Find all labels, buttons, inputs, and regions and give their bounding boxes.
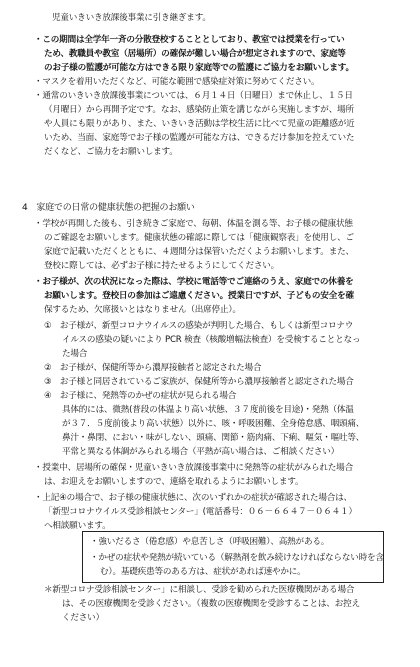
- text-line: た場合: [62, 349, 88, 359]
- text-line: が３７．５度前後より高い状態）以外に、咳・呼吸困難、全身倦怠感、咽頭痛、: [62, 419, 365, 429]
- text-line: 具体的には、微熱(普段の体温より高い状態、３７度前後を目途)・発熱（体温: [62, 405, 354, 415]
- text-line: ③ お子様と同居されているご家族が、保健所等から濃厚接触者と認定された場合: [44, 377, 354, 387]
- text-line: 鼻汁・鼻閉、におい・味がしない、頭痛、関節・筋肉痛、下痢、嘔気・嘔吐等、: [62, 433, 365, 443]
- text-line: ・お子様が、次の状況になった際は、学校に電話等でご連絡のうえ、家庭での休養を: [34, 277, 354, 287]
- text-line: 家庭で記載いただくとともに、４週間分は保管いただくようお願いします。また、: [44, 247, 354, 257]
- text-line: ・この期間は全学年一斉の分散登校することとしており、教室では授業を行ってい: [34, 35, 345, 45]
- text-line: ② お子様が、保健所等から濃厚接触者と認定された場合: [44, 363, 262, 373]
- text-line: は、その医療機関を受診ください。（複数の医療機関を受診することは、お控え: [62, 599, 360, 609]
- text-line: ・通常のいきいき放課後事業については、６月１４日（日曜日）まで休止し、１５日: [34, 91, 353, 101]
- text-line: 児童いきいき放課後事業に引き継ぎます。: [52, 13, 211, 23]
- text-line: ① お子様が、新型コロナウイルスの感染が判明した場合、もしくは新型コロナウ: [44, 321, 354, 331]
- text-line: イルスの感染の疑いにより PCR 検査（核酸増幅法検査）を受検することとなっ: [62, 335, 361, 345]
- text-line: へ相談願います。: [44, 521, 111, 531]
- text-line: のご確認をお願いします。健康状態の確認に際しては「健康観察表」を使用し、ご: [44, 233, 354, 243]
- text-line: ため、教職員や教室（居場所）の確保が難しい場合が想定されますので、家庭等: [44, 49, 346, 59]
- text-line: のお子様の監護が可能な方はできる限り家庭等での監護にご協力をお願いします。: [44, 63, 354, 73]
- text-line: 登校に際しては、必ずお子様に持たせるようにしてください。: [44, 261, 280, 271]
- text-line: ・上記④の場合で、お子様の健康状態に、次のいずれかの症状が確認された場合は、: [34, 493, 352, 503]
- text-line: （月曜日）から再開予定です。なお、感染防止策を講じながら実施しますが、場所: [44, 105, 354, 115]
- text-line: ください）: [62, 613, 104, 623]
- text-line: いため、当面、家庭等でお子様の監護が可能な方は、できるだけ参加を控えていた: [44, 133, 355, 143]
- text-line: 4 家庭での日常の健康状態の把握のお願い: [22, 203, 195, 213]
- text-line: ④ お子様に、発熱等のかぜの症状が見られる場合: [44, 391, 237, 401]
- text-line: や人員にも限りがあり、また、いきいき活動は学校生活に比べて児童の距離感が近: [44, 119, 355, 129]
- text-line: 「新型コロナウイルス受診相談センター」(電話番号：０６－６６４７－０６４１）: [44, 507, 357, 517]
- text-line: ・かぜの症状や発熱が続いている（解熱剤を飲み続けなければならない時を含: [90, 553, 384, 563]
- text-line: ＊新型コロナ受診相談センター」に相談し、受診を勧められた医療機関がある場合: [44, 585, 355, 595]
- text-line: ・強いだるさ（倦怠感）や息苦しさ（呼吸困難）、高熱がある。: [90, 537, 330, 547]
- text-line: お願いします。登校日の参加はご遠慮ください。授業日ですが、子どもの安全を確: [44, 291, 354, 301]
- text-line: は、お迎えをお願いしますので、連絡を取れるようにお願いします。: [44, 477, 304, 487]
- text-line: ・授業中、居場所の確保・児童いきいき放課後事業中に発熱等の症状がみられた場合: [34, 463, 353, 473]
- text-line: 平常と異なる体調がみられる場合（平熱が高い場合は、ご相談ください）: [62, 447, 339, 457]
- text-line: 保するため、欠席扱いとはなりません（出席停止）。: [44, 305, 241, 315]
- text-line: む）。基礎疾患等のある方は、症状があれば速やかに。: [100, 567, 306, 577]
- text-line: だくなど、ご協力をお願いします。: [44, 147, 178, 157]
- text-line: ・マスクを着用いただくなど、可能な範囲で感染症対策に努めてください。: [34, 77, 320, 87]
- text-line: ・学校が再開した後も、引き続きご家庭で、毎朝、体温を測る等、お子様の健康状態: [34, 219, 353, 229]
